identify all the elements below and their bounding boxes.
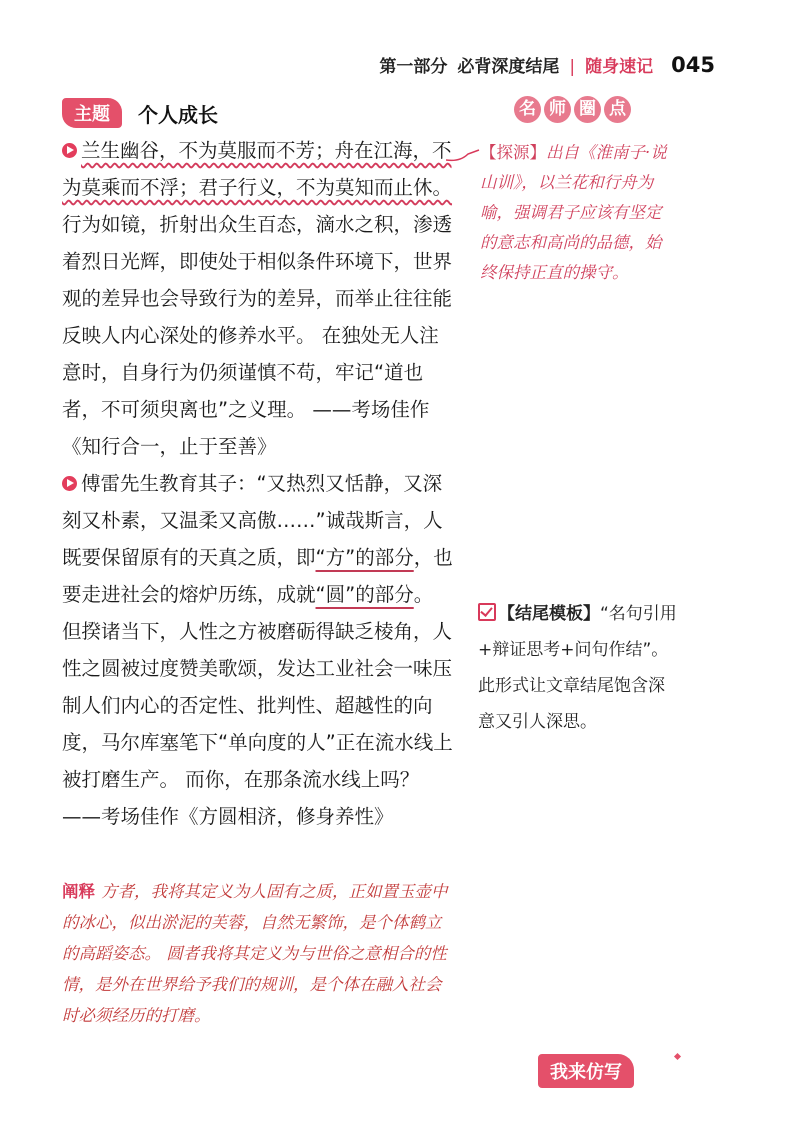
entry-2-text-c: 。 [413, 583, 434, 606]
analysis-label: 阐释 [62, 882, 95, 901]
template-label: 【结尾模板】 [498, 604, 600, 624]
connector-line-icon [446, 146, 480, 166]
badge-char: 点 [604, 96, 631, 123]
entry-2-text-a: 傅雷先生教育其子：“又热烈又恬静，又深刻又朴素，又温柔又高傲……”诚哉斯言，人既要保留原有的天真之质，即 [62, 472, 443, 569]
badge-char: 名 [514, 96, 541, 123]
play-bullet-icon [62, 476, 77, 491]
teacher-notes-badge [514, 96, 631, 123]
entry-1 [62, 132, 458, 465]
entry-2-text-b: ，也要走进社会的熔炉历练，成就 [62, 546, 453, 606]
template-text: “名句引用+辩证思考+问句作结”。此形式让文章结尾饱含深意又引人深思。 [478, 604, 677, 732]
header-separator: | [569, 57, 576, 77]
section-label: 必背深度结尾 [457, 57, 560, 77]
entry-1-text2: 在独处无人注意时，自身行为仍须谨慎不苟，牢记“道也者，不可须臾离也”之义理。 [62, 324, 439, 421]
topic-row [62, 98, 218, 128]
play-bullet-icon [62, 143, 77, 158]
source-note-tag: 【探源】 [480, 143, 546, 162]
entry-2 [62, 465, 458, 835]
entry-2-underline-2: “圆”的部分 [315, 583, 414, 606]
page-number: 045 [671, 53, 715, 77]
analysis-text: 方者，我将其定义为人固有之质，正如置玉壶中的冰心，似出淤泥的芙蓉，自然无繁饰，是个体鹤立的高蹈姿态。 [62, 882, 448, 963]
analysis-text2: 圆者我将其定义为与世俗之意相合的性情，是外在世界给予我们的规训，是个体在融入社会时必须经历的打磨。 [62, 944, 447, 1025]
part-label: 第一部分 [379, 57, 448, 77]
page-header [379, 52, 715, 77]
entry-2-text2: 但揆诸当下，人性之方被磨砺得缺乏棱角，人性之圆被过度赞美歌颂，发达工业社会一味压制人们内心的否定性、批判性、超越性的向度，马尔库塞笔下“单向度的人”正在流水线上被打磨生产。 [62, 620, 453, 791]
entry-1-source: ——考场佳作《知行合一，止于至善》 [62, 398, 430, 458]
brand-label: 随身速记 [585, 57, 654, 77]
badge-char: 师 [544, 96, 571, 123]
entry-2-text3: 而你，在那条流水线上吗？ [185, 768, 420, 791]
template-note [478, 596, 678, 740]
checkbox-icon [478, 603, 496, 621]
entry-1-quote: 兰生幽谷，不为莫服而不芳；舟在江海，不为莫乘而不浮；君子行义，不为莫知而止休。 [62, 139, 453, 199]
topic-title: 个人成长 [138, 102, 218, 127]
entry-1-text: 行为如镜，折射出众生百态，滴水之积，渗透着烈日光辉，即使处于相似条件环境下，世界观的差异也会导致行为的差异，而举止往往能反映人内心深处的修养水平。 [62, 213, 453, 347]
decorative-dot [674, 1053, 681, 1060]
main-text [62, 132, 458, 835]
source-note-text: 出自《淮南子·说山训》，以兰花和行舟为喻，强调君子应该有坚定的意志和高尚的品德，始终保持正直的操守。 [480, 143, 667, 282]
badge-char: 圈 [574, 96, 601, 123]
imitate-button[interactable]: 我来仿写 [538, 1054, 634, 1088]
analysis-block [62, 876, 456, 1031]
topic-tag: 主题 [62, 98, 122, 128]
source-note [480, 138, 675, 288]
entry-2-source: ——考场佳作《方圆相济，修身养性》 [62, 805, 394, 828]
entry-2-underline-1: “方”的部分 [315, 546, 414, 569]
